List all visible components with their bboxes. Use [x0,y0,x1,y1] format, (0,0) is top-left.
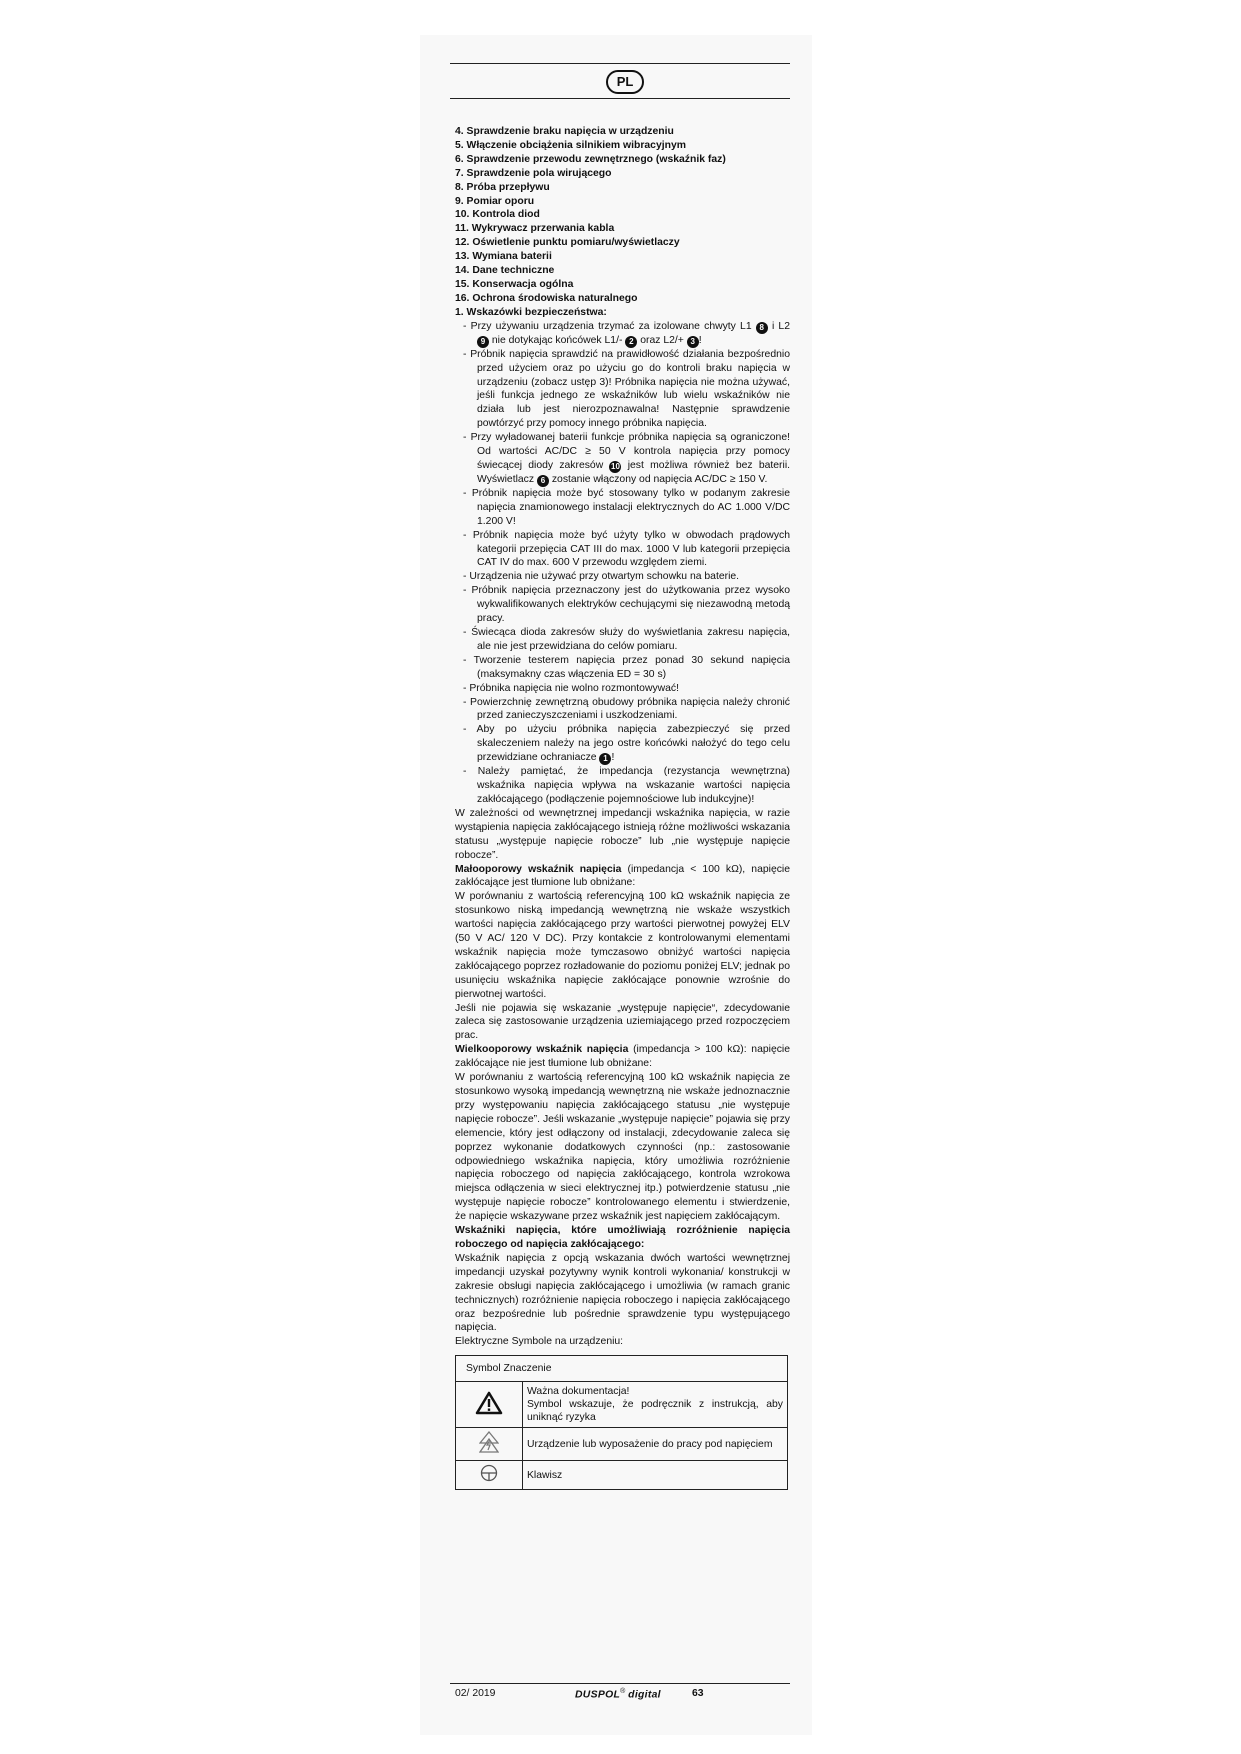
header-rule [450,63,790,64]
ref-number-badge: 3 [687,336,699,348]
paragraph [455,863,790,891]
toc-item: 12. Oświetlenie punktu pomiaru/wyświetlaczy [455,237,680,249]
paragraph: W porównaniu z wartością referencyjną 100 kΩ wskaźnik napięcia ze stosunkowo niską impedancją wewnętrzną nie wskaże wszystkich wartości napięcia zakłócającego przy wartości pierwotnej powyżej ELV (50 V AC/ 120 V DC). Przy kontakcie z kontrolowanymi elementami wskaźnik napięcia może tymczasowo obniżyć wartości napięcia zakłócającego poprzez rozładowanie do poziomu poniżej ELV; jednak po usunięciu wskaźnika napięcie zakłócające ponownie wzrośnie do pierwotnej wartości. [455,891,790,1000]
bullet-text: jest możliwa również bez baterii. Wyświetlacz [477,459,791,485]
key-button-icon [456,1461,523,1490]
safety-bullet [455,431,790,487]
meaning-line: Symbol wskazuje, że podręcznik z instrukcją, aby uniknąć ryzyka [527,1399,783,1424]
ref-number-badge: 2 [625,336,637,348]
header-rule-bottom [450,98,790,99]
safety-bullet: - Należy pamiętać, że impedancja (rezystancja wewnętrzna) wskaźnika napięcia wpływa na wskazanie wartości napięcia zakłócającego (podłączenie pojemnościowe lub indukcyjne)! [455,765,790,807]
content-column [455,125,790,1490]
toc-item: 7. Sprawdzenie pola wirującego [455,167,612,179]
safety-bullet: - Próbnik napięcia może być użyty tylko w obwodach prądowych kategorii przepięcia CAT III do max. 1000 V lub kategorii przepięcia CAT IV do max. 600 V przewodu względem ziemi. [455,529,790,571]
high-impedance-heading: Wielkooporowy wskaźnik napięcia [455,1044,629,1056]
footer-rule [450,1683,790,1684]
brand-suffix: digital [628,1689,661,1701]
table-row [456,1382,788,1428]
bullet-text: ! [698,334,702,346]
symbol-meaning: Klawisz [523,1461,788,1490]
paragraph: Jeśli nie pojawia się wskazanie „występuje napięcie“, zdecydowanie zaleca się zastosowanie urządzenia uziemiającego przed rozpoczęciem prac. [455,1002,790,1042]
toc-item: 11. Wykrywacz przerwania kabla [455,223,615,235]
table-header: Symbol Znaczenie [456,1356,788,1382]
ref-number-badge: 8 [756,322,768,334]
toc-item: 13. Wymiana baterii [455,251,552,263]
toc-item: 6. Sprawdzenie przewodu zewnętrznego (wskaźnik faz) [455,153,726,165]
paragraph [455,1043,790,1071]
table-row [456,1428,788,1461]
safety-bullet: - Próbnik napięcia może być stosowany tylko w podanym zakresie napięcia znamionowego instalacji elektrycznych do AC 1.000 V/DC 1.200 V! [455,487,790,529]
bullet-text: Aby po użyciu próbnika napięcia zabezpieczyć się przed skaleczeniem należy na jego ostre końcówki nałożyć do tego celu przewidziane ochraniacze [476,724,790,764]
ref-number-badge: 1 [599,753,611,765]
language-badge: PL [606,70,644,94]
symbol-meaning [523,1382,788,1428]
toc-item: 5. Włączenie obciążenia silnikiem wibracyjnym [455,139,686,151]
toc-item: 9. Pomiar oporu [455,195,535,207]
safety-bullet: - Próbnik napięcia sprawdzić na prawidłowość działania bezpośrednio przed użyciem oraz po użyciu go do kontroli braku napięcia w urządzeniu (zobacz ustęp 3)! Próbnika napięcia nie można używać, jeśli funkcja jednego ze wskaźników lub wielu wskaźników nie działa lub jest nierozpoznawalna! Następnie sprawdzenie powtórzyć przy pomocy innego próbnika napięcia. [455,348,790,431]
safety-bullet [455,320,790,348]
toc-item: 15. Konserwacja ogólna [455,278,574,290]
toc-item: 10. Kontrola diod [455,209,540,221]
distinguishing-heading: Wskaźniki napięcia, które umożliwiają rozróżnienie napięcia roboczego od napięcia zakłócającego: [455,1225,790,1250]
ref-number-badge: 9 [477,336,489,348]
paragraph: W zależności od wewnętrznej impedancji wskaźnika napięcia, w razie wystąpienia napięcia zakłócającego istnieją różne możliwości wskazania statusu „występuje napięcie robocze” lub „nie występuje napięcie robocze”. [455,807,790,861]
paragraph-text: (impedancja > 100 kΩ): napięcie zakłócające nie jest tłumione lub obniżane: [455,1044,791,1070]
symbol-meaning: Urządzenie lub wyposażenie do pracy pod napięciem [523,1428,788,1461]
toc-item: 4. Sprawdzenie braku napięcia w urządzeniu [455,126,674,137]
table-header-row [456,1356,788,1382]
bullet-text: i L2 [771,320,790,332]
footer-date: 02/ 2019 [455,1688,496,1699]
brand-name: DUSPOL [575,1689,621,1701]
symbols-title: Elektryczne Symbole na urządzeniu: [455,1336,624,1348]
toc-item: 8. Próba przepływu [455,181,550,193]
safety-bullet: - Świecąca dioda zakresów służy do wyświetlania zakresu napięcia, ale nie jest przewidziana do celów pomiaru. [455,626,790,654]
toc-item: 14. Dane techniczne [455,265,555,277]
safety-bullet: - Próbnik napięcia przeznaczony jest do użytkowania przez wysoko wykwalifikowanych elektryków cechującymi się niezawodną metodą pracy. [455,584,790,626]
page-number: 63 [692,1688,704,1699]
ref-number-badge: 10 [611,461,620,471]
table-of-contents [455,125,790,306]
table-row [456,1461,788,1490]
low-impedance-heading: Małooporowy wskaźnik napięcia [455,863,622,875]
bullet-text: nie dotykając końcówek L1/- [491,334,623,346]
bullet-text: oraz L2/+ [640,334,684,346]
footer-brand [575,1688,661,1700]
symbols-table [455,1355,788,1490]
bullet-text: ! [611,752,615,764]
paragraph: Wskaźnik napięcia z opcją wskazania dwóch wartości wewnętrznej impedancji uzyskał pozytywny wynik kontroli wykonania/ konstrukcji w zakresie obsługi napięcia zakłócającego i umożliwia (w ramach granic technicznych) rozróżnienie napięcia roboczego i napięcia zakłócającego oraz bezpośrednie lub pośrednie sprawdzenie typu występującego napięcia. [455,1252,790,1334]
warning-triangle-icon [456,1382,523,1428]
meaning-line: Ważna dokumentacja! [527,1386,630,1398]
section-title: 1. Wskazówki bezpieczeństwa: [455,306,607,318]
bullet-text: zostanie włączony od napięcia AC/DC ≥ 150 V. [551,473,768,485]
live-work-icon [456,1428,523,1461]
brand-reg-mark: ® [620,1688,626,1695]
paragraph-text: (impedancja < 100 kΩ), napięcie zakłócające jest tłumione lub obniżane: [455,863,791,889]
ref-number-badge: 6 [537,475,549,487]
bullet-text: Przy używaniu urządzenia trzymać za izolowane chwyty L1 [470,320,752,332]
safety-bullet: - Urządzenia nie używać przy otwartym schowku na baterie. [455,570,790,584]
safety-bullet: - Próbnika napięcia nie wolno rozmontowywać! [455,682,790,696]
safety-bullet [455,723,790,765]
toc-item: 16. Ochrona środowiska naturalnego [455,292,638,304]
safety-bullet: - Powierzchnię zewnętrzną obudowy próbnika napięcia należy chronić przed zanieczyszczeniami i uszkodzeniami. [455,696,790,724]
bullet-text: Przy wyładowanej baterii funkcje próbnika napięcia są ograniczone! Od wartości AC/DC ≥ 50 V kontrola napięcia przy pomocy świecącej diody zakresów [470,432,790,471]
paragraph: W porównaniu z wartością referencyjną 100 kΩ wskaźnik napięcia ze stosunkowo wysoką impedancją wewnętrzną nie wskaże jednoznacznie przy występowaniu napięcia zakłócającego statusu „nie występuje napięcie robocze”. Jeśli wskazanie „występuje napięcie” pojawia się przy elemencie, który jest odłączony od instalacji, zdecydowanie zaleca się poprzez wykonanie dodatkowych czynności (np.: zastosowanie odpowiedniego wskaźnika napięcia, który umożliwia rozróżnienie napięcia roboczego od napięcia zakłócającego, kontrola wzrokowa miejsca odłączenia w sieci elektrycznej itp.) potwierdzenie statusu „nie występuje napięcie robocze” kontrolowanego elementu i stwierdzenie, że napięcie wskazywane przez wskaźnik jest napięciem zakłócającym. [455,1072,790,1223]
safety-bullet: - Tworzenie testerem napięcia przez ponad 30 sekund napięcia (maksymakny czas włączenia ED = 30 s) [455,654,790,682]
